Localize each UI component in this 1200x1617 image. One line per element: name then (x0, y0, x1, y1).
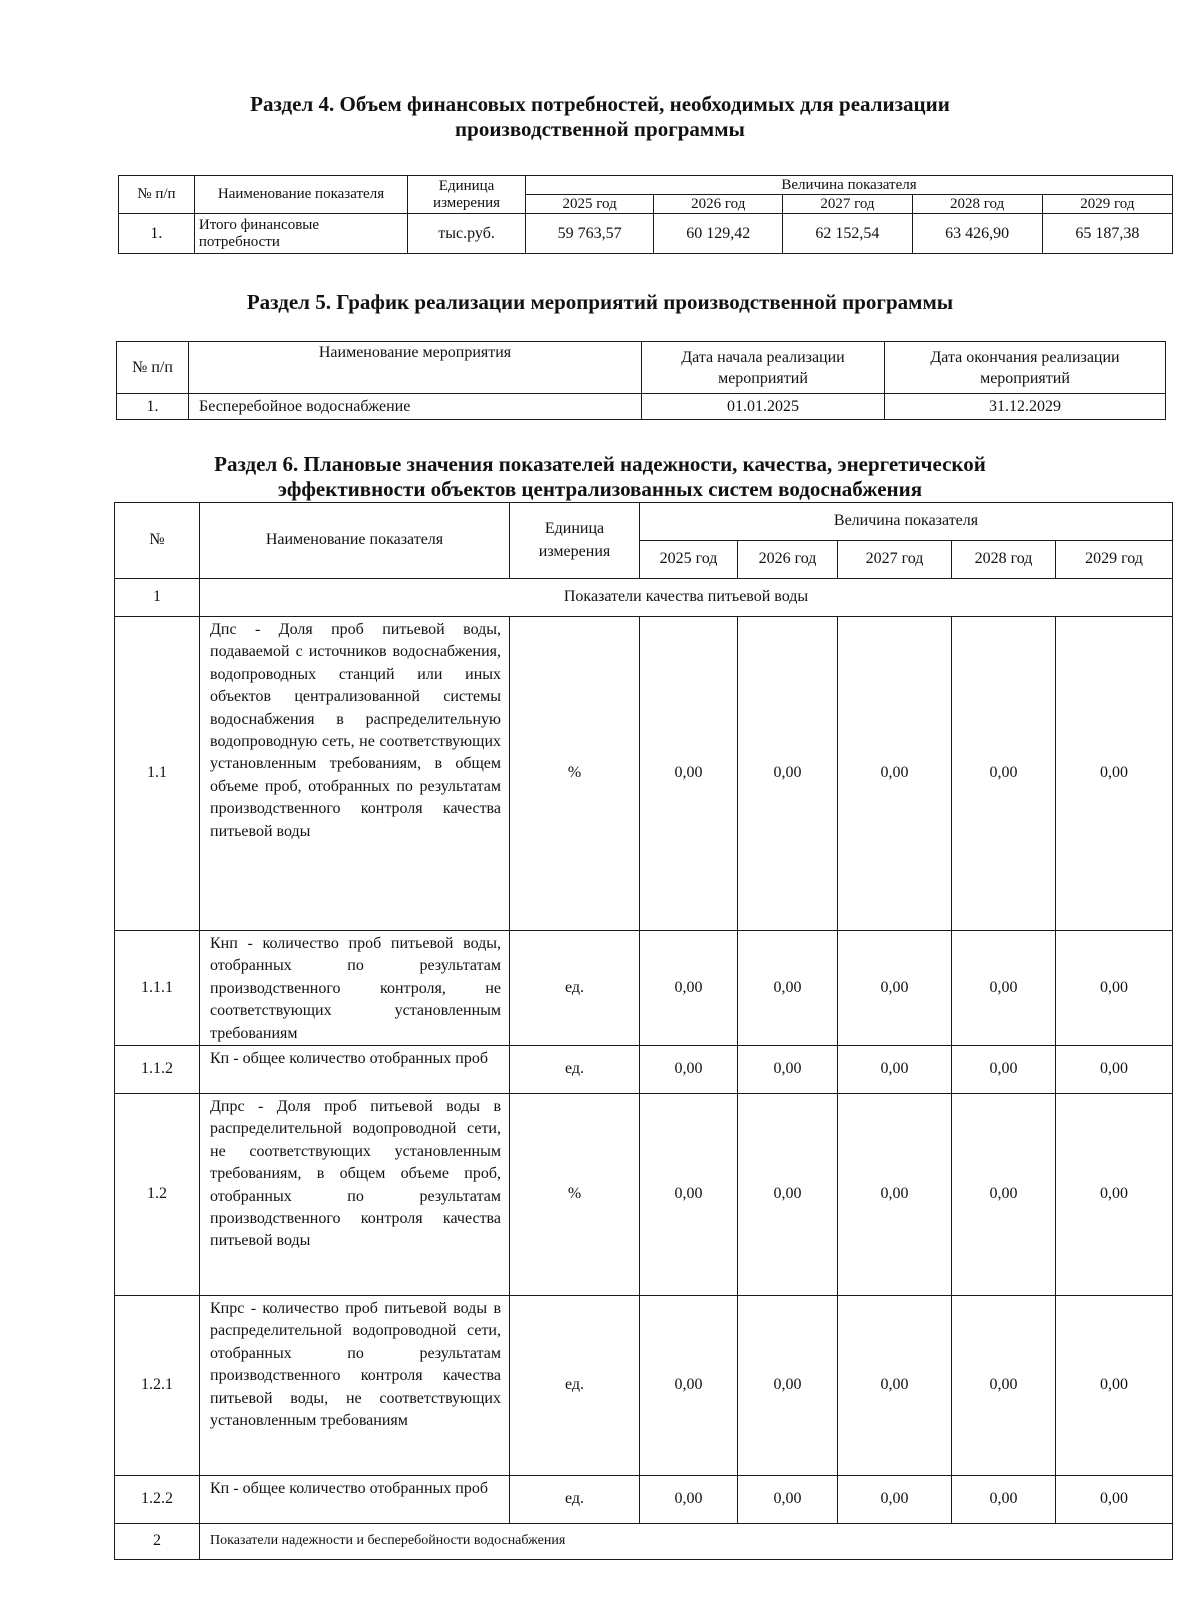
table-row (115, 1046, 1173, 1094)
section4-title (0, 92, 1200, 142)
category-row (115, 1524, 1173, 1560)
indicator-value-2027: 0,00 (838, 1296, 952, 1476)
indicator-value-2027: 0,00 (838, 1476, 952, 1524)
indicators-header-value: Величина показателя (640, 503, 1173, 541)
table-row (115, 1296, 1173, 1476)
indicator-value-2027: 0,00 (838, 1094, 952, 1296)
indicator-num: 1.2 (115, 1094, 200, 1296)
finance-row-num: 1. (119, 214, 195, 254)
indicator-value-2028: 0,00 (952, 931, 1056, 1046)
category-label: Показатели надежности и бесперебойности водоснабжения (200, 1524, 1173, 1560)
indicators-header-name: Наименование показателя (200, 503, 510, 579)
indicators-table (114, 502, 1173, 1560)
indicators-header-num: № (115, 503, 200, 579)
finance-year-2028: 2028 год (912, 195, 1042, 214)
indicators-year-2026: 2026 год (738, 541, 838, 579)
indicator-value-2025: 0,00 (640, 1476, 738, 1524)
indicator-unit: ед. (510, 1476, 640, 1524)
table-row (115, 1476, 1173, 1524)
indicator-value-2028: 0,00 (952, 1046, 1056, 1094)
finance-header-value: Величина показателя (526, 176, 1173, 195)
indicator-value-2027: 0,00 (838, 1046, 952, 1094)
schedule-header-start: Дата начала реализации мероприятий (642, 342, 885, 394)
indicator-num: 1.2.1 (115, 1296, 200, 1476)
indicator-value-2026: 0,00 (738, 931, 838, 1046)
section6-title-line2: эффективности объектов централизованных систем водоснабжения (277, 477, 923, 501)
table-row (119, 214, 1173, 254)
table-row (115, 931, 1173, 1046)
table-row (115, 1094, 1173, 1296)
indicator-desc: Кпрс - количество проб питьевой воды в распределительной водопроводной сети, отобранных по результатам производственного контроля качества питьевой воды, не соответствующих установленным требованиям (200, 1296, 510, 1476)
finance-value-2026: 60 129,42 (654, 214, 783, 254)
finance-header-num: № п/п (119, 176, 195, 214)
indicator-value-2027: 0,00 (838, 617, 952, 931)
indicator-value-2025: 0,00 (640, 617, 738, 931)
indicators-year-2028: 2028 год (952, 541, 1056, 579)
category-row (115, 579, 1173, 617)
section4-title-line1: Раздел 4. Объем финансовых потребностей, необходимых для реализации (250, 92, 950, 116)
schedule-table (116, 341, 1166, 420)
finance-year-2027: 2027 год (783, 195, 912, 214)
finance-table (118, 175, 1173, 254)
indicator-value-2028: 0,00 (952, 1296, 1056, 1476)
section4-title-line2: производственной программы (455, 117, 745, 141)
finance-header-name: Наименование показателя (194, 176, 407, 214)
indicator-value-2029: 0,00 (1056, 1094, 1173, 1296)
indicator-desc: Кп - общее количество отобранных проб (200, 1046, 510, 1094)
indicator-num: 1.2.2 (115, 1476, 200, 1524)
indicator-value-2026: 0,00 (738, 1296, 838, 1476)
finance-year-2029: 2029 год (1042, 195, 1172, 214)
indicator-value-2028: 0,00 (952, 617, 1056, 931)
indicator-value-2026: 0,00 (738, 1476, 838, 1524)
indicator-value-2028: 0,00 (952, 1094, 1056, 1296)
finance-year-2026: 2026 год (654, 195, 783, 214)
indicator-desc: Дпрс - Доля проб питьевой воды в распределительной водопроводной сети, не соответствующих установленным требованиям, в общем объеме проб, отобранных по результатам производственного контроля качества питьевой воды (200, 1094, 510, 1296)
section5-title: Раздел 5. График реализации мероприятий производственной программы (246, 290, 954, 314)
finance-row-name: Итого финансовые потребности (194, 214, 407, 254)
indicator-unit: ед. (510, 1046, 640, 1094)
table-row (115, 617, 1173, 931)
indicator-value-2029: 0,00 (1056, 931, 1173, 1046)
indicators-year-2025: 2025 год (640, 541, 738, 579)
indicator-value-2027: 0,00 (838, 931, 952, 1046)
finance-value-2027: 62 152,54 (783, 214, 912, 254)
indicator-desc: Кнп - количество проб питьевой воды, отобранных по результатам производственного контроля, не соответствующих установленным требованиям (200, 931, 510, 1046)
schedule-row-num: 1. (117, 394, 189, 420)
category-num: 2 (115, 1524, 200, 1560)
indicator-desc: Кп - общее количество отобранных проб (200, 1476, 510, 1524)
indicator-unit: ед. (510, 1296, 640, 1476)
schedule-row-start: 01.01.2025 (642, 394, 885, 420)
schedule-row-name: Бесперебойное водоснабжение (189, 394, 642, 420)
indicator-value-2025: 0,00 (640, 1094, 738, 1296)
finance-year-2025: 2025 год (526, 195, 654, 214)
schedule-header-end: Дата окончания реализации мероприятий (885, 342, 1166, 394)
indicator-value-2028: 0,00 (952, 1476, 1056, 1524)
indicator-value-2026: 0,00 (738, 617, 838, 931)
table-row (117, 394, 1166, 420)
finance-value-2029: 65 187,38 (1042, 214, 1172, 254)
schedule-header-num: № п/п (117, 342, 189, 394)
category-label: Показатели качества питьевой воды (200, 579, 1173, 617)
indicator-value-2029: 0,00 (1056, 1296, 1173, 1476)
indicator-value-2029: 0,00 (1056, 617, 1173, 931)
indicator-unit: % (510, 1094, 640, 1296)
indicators-year-2027: 2027 год (838, 541, 952, 579)
indicators-year-2029: 2029 год (1056, 541, 1173, 579)
finance-value-2025: 59 763,57 (526, 214, 654, 254)
indicator-value-2025: 0,00 (640, 1046, 738, 1094)
schedule-row-end: 31.12.2029 (885, 394, 1166, 420)
section6-title-line1: Раздел 6. Плановые значения показателей надежности, качества, энергетической (214, 452, 986, 476)
indicator-num: 1.1.1 (115, 931, 200, 1046)
finance-header-row (119, 176, 1173, 195)
indicator-value-2026: 0,00 (738, 1046, 838, 1094)
indicator-value-2029: 0,00 (1056, 1046, 1173, 1094)
indicator-value-2025: 0,00 (640, 1296, 738, 1476)
schedule-header-name: Наименование мероприятия (189, 342, 642, 394)
finance-row-unit: тыс.руб. (408, 214, 526, 254)
indicators-header-row (115, 503, 1173, 541)
indicator-num: 1.1.2 (115, 1046, 200, 1094)
indicator-value-2026: 0,00 (738, 1094, 838, 1296)
indicators-header-unit: Единица измерения (510, 503, 640, 579)
section6-title (0, 452, 1200, 502)
indicator-unit: ед. (510, 931, 640, 1046)
finance-value-2028: 63 426,90 (912, 214, 1042, 254)
indicator-value-2029: 0,00 (1056, 1476, 1173, 1524)
schedule-header-row (117, 342, 1166, 394)
indicator-desc: Дпс - Доля проб питьевой воды, подаваемой с источников водоснабжения, водопроводных станций или иных объектов централизованной системы водоснабжения в распределительную водопроводную сеть, не соответствующих установленным требованиям, в общем объеме проб, отобранных по результатам производственного контроля качества питьевой воды (200, 617, 510, 931)
indicator-num: 1.1 (115, 617, 200, 931)
indicator-value-2025: 0,00 (640, 931, 738, 1046)
category-num: 1 (115, 579, 200, 617)
finance-header-unit: Единица измерения (408, 176, 526, 214)
indicator-unit: % (510, 617, 640, 931)
